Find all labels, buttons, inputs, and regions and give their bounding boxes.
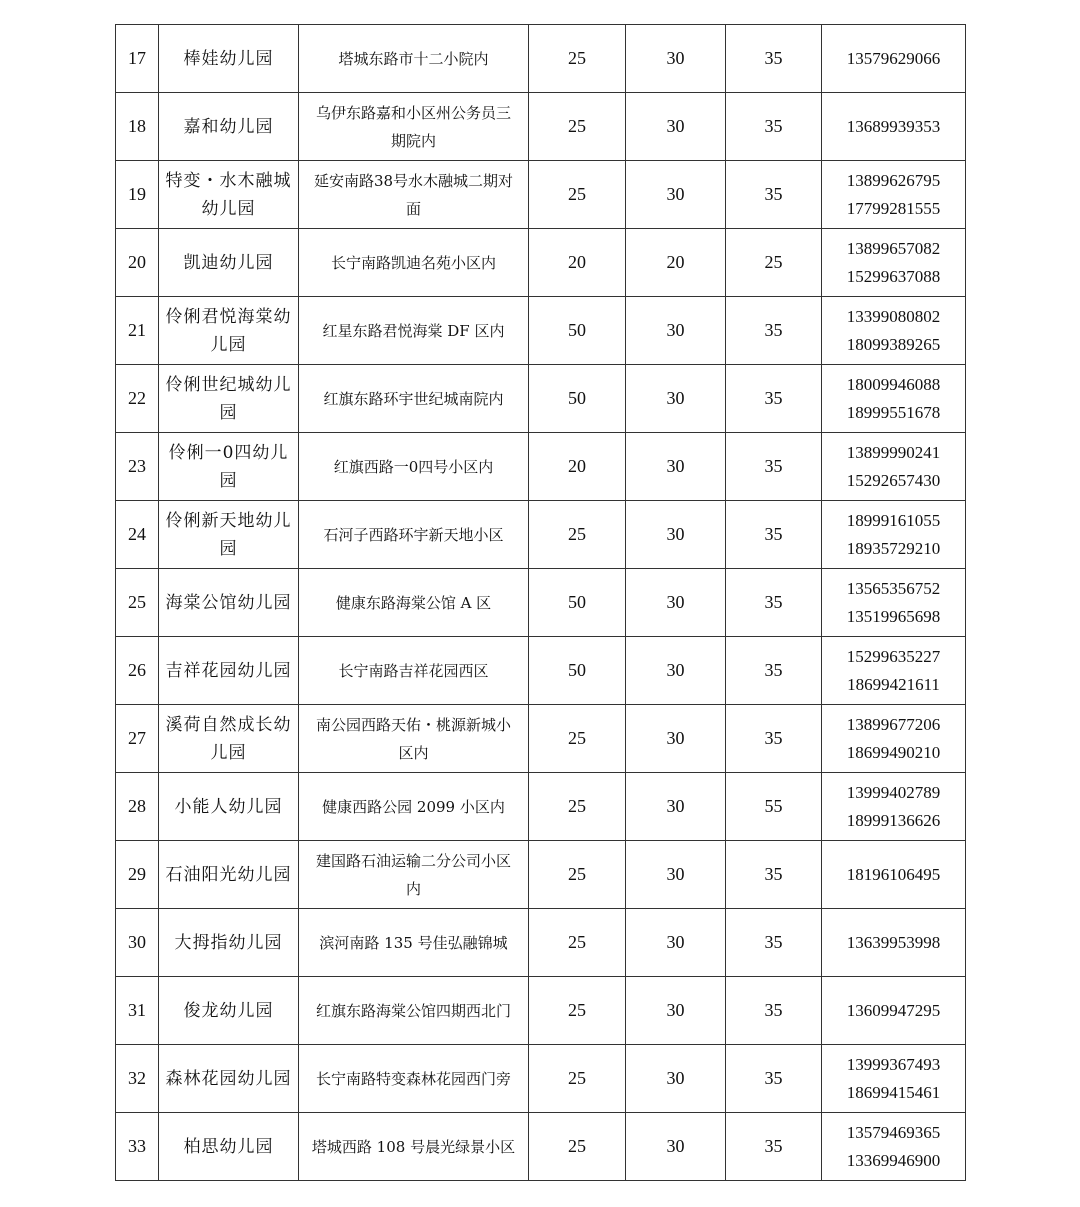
row-number: 32 xyxy=(116,1045,159,1113)
value-cell-a: 50 xyxy=(529,637,626,705)
value-cell-c: 35 xyxy=(726,501,822,569)
value-cell-a: 25 xyxy=(529,841,626,909)
contact-phone-line: 13899657082 xyxy=(846,238,941,258)
kindergarten-name xyxy=(159,569,299,637)
value-cell-a: 25 xyxy=(529,773,626,841)
kindergarten-name xyxy=(159,297,299,365)
value-cell-a: 50 xyxy=(529,365,626,433)
kindergarten-name-line: 园 xyxy=(219,402,238,423)
contact-phone-line: 18009946088 xyxy=(846,374,941,394)
value-cell-c: 35 xyxy=(726,1045,822,1113)
kindergarten-address xyxy=(299,569,529,637)
value-cell-c: 35 xyxy=(726,297,822,365)
kindergarten-name xyxy=(159,25,299,93)
table-row xyxy=(116,365,966,433)
kindergarten-name-line: 园 xyxy=(219,470,238,491)
value-cell-a: 25 xyxy=(529,25,626,93)
kindergarten-name-line: 海棠公馆幼儿园 xyxy=(165,592,292,613)
contact-phone-line: 13999367493 xyxy=(846,1054,941,1074)
kindergarten-name xyxy=(159,433,299,501)
contact-phone-line: 13689939353 xyxy=(846,116,941,136)
kindergarten-address xyxy=(299,637,529,705)
kindergarten-name-line: 特变・水木融城 xyxy=(165,170,292,191)
value-cell-c: 55 xyxy=(726,773,822,841)
contact-phone-line: 13369946900 xyxy=(846,1150,941,1170)
kindergarten-name xyxy=(159,773,299,841)
kindergarten-address-line: 乌伊东路嘉和小区州公务员三 xyxy=(315,103,511,122)
kindergarten-address-line: 面 xyxy=(405,199,421,218)
kindergarten-name xyxy=(159,909,299,977)
row-number: 25 xyxy=(116,569,159,637)
kindergarten-name-line: 森林花园幼儿园 xyxy=(165,1068,292,1089)
value-cell-b: 20 xyxy=(626,229,726,297)
kindergarten-name-line: 棒娃幼儿园 xyxy=(183,48,274,69)
kindergarten-name-line: 吉祥花园幼儿园 xyxy=(165,660,292,681)
value-cell-c: 35 xyxy=(726,841,822,909)
kindergarten-address-line: 区内 xyxy=(398,743,429,762)
value-cell-c: 35 xyxy=(726,569,822,637)
contact-phone xyxy=(822,637,966,705)
kindergarten-address xyxy=(299,1113,529,1181)
value-cell-a: 25 xyxy=(529,705,626,773)
kindergarten-name-line: 俊龙幼儿园 xyxy=(183,1000,274,1021)
value-cell-c: 25 xyxy=(726,229,822,297)
kindergarten-name-line: 溪荷自然成长幼 xyxy=(165,714,292,735)
table-row xyxy=(116,773,966,841)
value-cell-b: 30 xyxy=(626,433,726,501)
kindergarten-address xyxy=(299,229,529,297)
contact-phone-line: 18935729210 xyxy=(846,538,941,558)
value-cell-a: 25 xyxy=(529,501,626,569)
value-cell-a: 50 xyxy=(529,297,626,365)
contact-phone-line: 13899677206 xyxy=(846,714,941,734)
contact-phone-line: 13565356752 xyxy=(846,578,941,598)
kindergarten-address xyxy=(299,705,529,773)
kindergarten-address xyxy=(299,977,529,1045)
kindergarten-address xyxy=(299,1045,529,1113)
kindergarten-address-line: 红旗东路海棠公馆四期西北门 xyxy=(315,1001,511,1020)
table-row xyxy=(116,977,966,1045)
kindergarten-name-line: 伶俐世纪城幼儿 xyxy=(165,374,292,395)
kindergarten-name-line: 儿园 xyxy=(210,334,247,355)
contact-phone-line: 13999402789 xyxy=(846,782,941,802)
kindergarten-address xyxy=(299,433,529,501)
kindergarten-table xyxy=(115,24,966,1181)
kindergarten-name xyxy=(159,365,299,433)
kindergarten-address-line: 红旗东路环宇世纪城南院内 xyxy=(323,389,504,408)
kindergarten-name xyxy=(159,977,299,1045)
table-row xyxy=(116,297,966,365)
value-cell-b: 30 xyxy=(626,705,726,773)
table-row xyxy=(116,841,966,909)
contact-phone-line: 18699415461 xyxy=(846,1082,941,1102)
kindergarten-name xyxy=(159,93,299,161)
contact-phone-line: 13519965698 xyxy=(846,606,941,626)
kindergarten-address xyxy=(299,909,529,977)
contact-phone xyxy=(822,1113,966,1181)
kindergarten-name xyxy=(159,637,299,705)
contact-phone-line: 13579469365 xyxy=(846,1122,941,1142)
row-number: 33 xyxy=(116,1113,159,1181)
table-row xyxy=(116,909,966,977)
contact-phone-line: 15299637088 xyxy=(846,266,941,286)
table-row xyxy=(116,705,966,773)
kindergarten-name-line: 柏思幼儿园 xyxy=(183,1136,274,1157)
value-cell-b: 30 xyxy=(626,297,726,365)
contact-phone-line: 13609947295 xyxy=(846,1000,941,1020)
table-row xyxy=(116,433,966,501)
contact-phone xyxy=(822,365,966,433)
value-cell-b: 30 xyxy=(626,25,726,93)
value-cell-a: 20 xyxy=(529,433,626,501)
kindergarten-address-line: 南公园西路天佑・桃源新城小 xyxy=(315,715,511,734)
kindergarten-name xyxy=(159,501,299,569)
contact-phone xyxy=(822,1045,966,1113)
contact-phone xyxy=(822,909,966,977)
kindergarten-address-line: 塔城西路 108 号晨光绿景小区 xyxy=(311,1137,516,1156)
value-cell-b: 30 xyxy=(626,909,726,977)
value-cell-c: 35 xyxy=(726,161,822,229)
kindergarten-name-line: 伶俐一0四幼儿 xyxy=(168,442,289,463)
value-cell-b: 30 xyxy=(626,841,726,909)
kindergarten-address-line: 内 xyxy=(405,879,421,898)
value-cell-c: 35 xyxy=(726,93,822,161)
table-row xyxy=(116,229,966,297)
value-cell-a: 25 xyxy=(529,1113,626,1181)
contact-phone xyxy=(822,161,966,229)
table-row xyxy=(116,1045,966,1113)
value-cell-b: 30 xyxy=(626,637,726,705)
contact-phone-line: 13639953998 xyxy=(846,932,941,952)
contact-phone-line: 18999551678 xyxy=(846,402,941,422)
contact-phone-line: 18999161055 xyxy=(846,510,941,530)
kindergarten-name-line: 凯迪幼儿园 xyxy=(183,252,274,273)
contact-phone xyxy=(822,501,966,569)
table-row xyxy=(116,161,966,229)
value-cell-c: 35 xyxy=(726,909,822,977)
kindergarten-address xyxy=(299,841,529,909)
contact-phone xyxy=(822,93,966,161)
kindergarten-name-line: 小能人幼儿园 xyxy=(174,796,283,817)
kindergarten-address-line: 长宁南路吉祥花园西区 xyxy=(338,661,489,680)
value-cell-b: 30 xyxy=(626,569,726,637)
kindergarten-address-line: 长宁南路凯迪名苑小区内 xyxy=(330,253,496,272)
contact-phone-line: 18699490210 xyxy=(846,742,941,762)
value-cell-a: 25 xyxy=(529,161,626,229)
kindergarten-address-line: 健康东路海棠公馆 A 区 xyxy=(335,593,492,612)
kindergarten-name xyxy=(159,229,299,297)
contact-phone xyxy=(822,25,966,93)
value-cell-c: 35 xyxy=(726,25,822,93)
contact-phone-line: 18999136626 xyxy=(846,810,941,830)
kindergarten-name-line: 伶俐君悦海棠幼 xyxy=(165,306,292,327)
value-cell-b: 30 xyxy=(626,365,726,433)
kindergarten-name-line: 园 xyxy=(219,538,238,559)
row-number: 19 xyxy=(116,161,159,229)
contact-phone-line: 15299635227 xyxy=(846,646,941,666)
value-cell-c: 35 xyxy=(726,365,822,433)
kindergarten-name xyxy=(159,161,299,229)
contact-phone xyxy=(822,297,966,365)
contact-phone xyxy=(822,229,966,297)
kindergarten-address xyxy=(299,161,529,229)
kindergarten-name xyxy=(159,705,299,773)
value-cell-b: 30 xyxy=(626,773,726,841)
row-number: 18 xyxy=(116,93,159,161)
table-row xyxy=(116,1113,966,1181)
kindergarten-address-line: 滨河南路 135 号佳弘融锦城 xyxy=(319,933,508,952)
kindergarten-table-body xyxy=(116,25,966,1181)
value-cell-b: 30 xyxy=(626,93,726,161)
kindergarten-address-line: 塔城东路市十二小院内 xyxy=(338,49,489,68)
kindergarten-address xyxy=(299,25,529,93)
kindergarten-name-line: 大拇指幼儿园 xyxy=(174,932,283,953)
value-cell-b: 30 xyxy=(626,977,726,1045)
kindergarten-address-line: 健康西路公园 2099 小区内 xyxy=(322,797,505,816)
value-cell-b: 30 xyxy=(626,1113,726,1181)
value-cell-c: 35 xyxy=(726,977,822,1045)
value-cell-c: 35 xyxy=(726,637,822,705)
value-cell-c: 35 xyxy=(726,705,822,773)
contact-phone-line: 13399080802 xyxy=(846,306,941,326)
value-cell-a: 25 xyxy=(529,1045,626,1113)
kindergarten-address xyxy=(299,773,529,841)
contact-phone-line: 18099389265 xyxy=(846,334,941,354)
row-number: 27 xyxy=(116,705,159,773)
kindergarten-name-line: 幼儿园 xyxy=(201,198,256,219)
contact-phone xyxy=(822,569,966,637)
kindergarten-name-line: 嘉和幼儿园 xyxy=(183,116,274,137)
kindergarten-name xyxy=(159,1113,299,1181)
kindergarten-address-line: 石河子西路环宇新天地小区 xyxy=(323,525,504,544)
kindergarten-address-line: 建国路石油运输二分公司小区 xyxy=(315,851,511,870)
row-number: 24 xyxy=(116,501,159,569)
kindergarten-address xyxy=(299,365,529,433)
kindergarten-name xyxy=(159,1045,299,1113)
contact-phone-line: 18196106495 xyxy=(846,864,941,884)
kindergarten-name-line: 石油阳光幼儿园 xyxy=(165,864,292,885)
contact-phone-line: 17799281555 xyxy=(846,198,941,218)
contact-phone-line: 13579629066 xyxy=(846,48,941,68)
contact-phone xyxy=(822,773,966,841)
contact-phone xyxy=(822,977,966,1045)
row-number: 30 xyxy=(116,909,159,977)
value-cell-a: 25 xyxy=(529,977,626,1045)
table-row xyxy=(116,569,966,637)
kindergarten-address-line: 延安南路38号水木融城二期对 xyxy=(313,171,514,190)
kindergarten-name-line: 伶俐新天地幼儿 xyxy=(165,510,292,531)
value-cell-c: 35 xyxy=(726,433,822,501)
table-row xyxy=(116,93,966,161)
value-cell-b: 30 xyxy=(626,1045,726,1113)
row-number: 31 xyxy=(116,977,159,1045)
kindergarten-address xyxy=(299,501,529,569)
kindergarten-name-line: 儿园 xyxy=(210,742,247,763)
row-number: 23 xyxy=(116,433,159,501)
row-number: 26 xyxy=(116,637,159,705)
kindergarten-address xyxy=(299,297,529,365)
value-cell-a: 50 xyxy=(529,569,626,637)
value-cell-b: 30 xyxy=(626,161,726,229)
table-row xyxy=(116,501,966,569)
row-number: 17 xyxy=(116,25,159,93)
row-number: 29 xyxy=(116,841,159,909)
row-number: 28 xyxy=(116,773,159,841)
row-number: 20 xyxy=(116,229,159,297)
value-cell-a: 20 xyxy=(529,229,626,297)
contact-phone xyxy=(822,841,966,909)
contact-phone xyxy=(822,433,966,501)
contact-phone-line: 13899626795 xyxy=(846,170,941,190)
kindergarten-address-line: 长宁南路特变森林花园西门旁 xyxy=(315,1069,511,1088)
value-cell-c: 35 xyxy=(726,1113,822,1181)
row-number: 21 xyxy=(116,297,159,365)
contact-phone xyxy=(822,705,966,773)
value-cell-b: 30 xyxy=(626,501,726,569)
value-cell-a: 25 xyxy=(529,93,626,161)
contact-phone-line: 18699421611 xyxy=(847,674,940,694)
value-cell-a: 25 xyxy=(529,909,626,977)
kindergarten-address-line: 红旗西路一0四号小区内 xyxy=(333,457,494,476)
table-row xyxy=(116,637,966,705)
contact-phone-line: 13899990241 xyxy=(846,442,941,462)
contact-phone-line: 15292657430 xyxy=(846,470,941,490)
kindergarten-name xyxy=(159,841,299,909)
row-number: 22 xyxy=(116,365,159,433)
kindergarten-address xyxy=(299,93,529,161)
table-row xyxy=(116,25,966,93)
kindergarten-address-line: 红星东路君悦海棠 DF 区内 xyxy=(322,321,505,340)
kindergarten-address-line: 期院内 xyxy=(390,131,436,150)
